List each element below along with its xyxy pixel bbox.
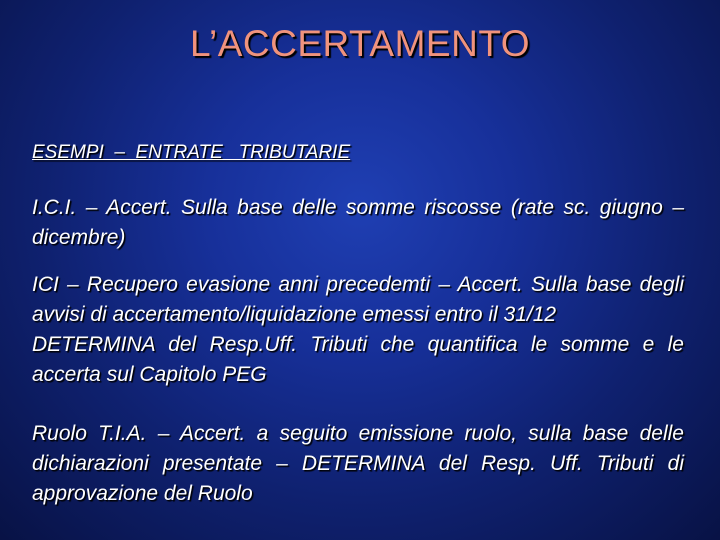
paragraph-line: ICI – Recupero evasione anni precedemti – Accert. Sulla base degli avvisi di accertamento/liquidazione emessi entro il 31/12	[32, 273, 684, 326]
paragraph-ici-recupero-evasione	[32, 270, 684, 390]
paragraph-line: DETERMINA del Resp.Uff. Tributi che quantifica le somme e le accerta sul Capitolo PEG	[32, 333, 684, 386]
paragraph-line: Ruolo T.I.A. – Accert. a seguito emissione ruolo, sulla base delle dichiarazioni presentate – DETERMINA del Resp. Uff. Tributi di approvazione del Ruolo	[32, 422, 684, 505]
slide-title: L’ACCERTAMENTO	[189, 23, 531, 64]
section-subheading: ESEMPI – ENTRATE TRIBUTARIE	[32, 142, 351, 163]
paragraph-line: I.C.I. – Accert. Sulla base delle somme riscosse (rate sc. giugno – dicembre)	[32, 196, 684, 249]
slide-body	[32, 140, 684, 509]
paragraph-ici-riscossioni	[32, 193, 684, 253]
paragraph-ruolo-tia	[32, 419, 684, 509]
